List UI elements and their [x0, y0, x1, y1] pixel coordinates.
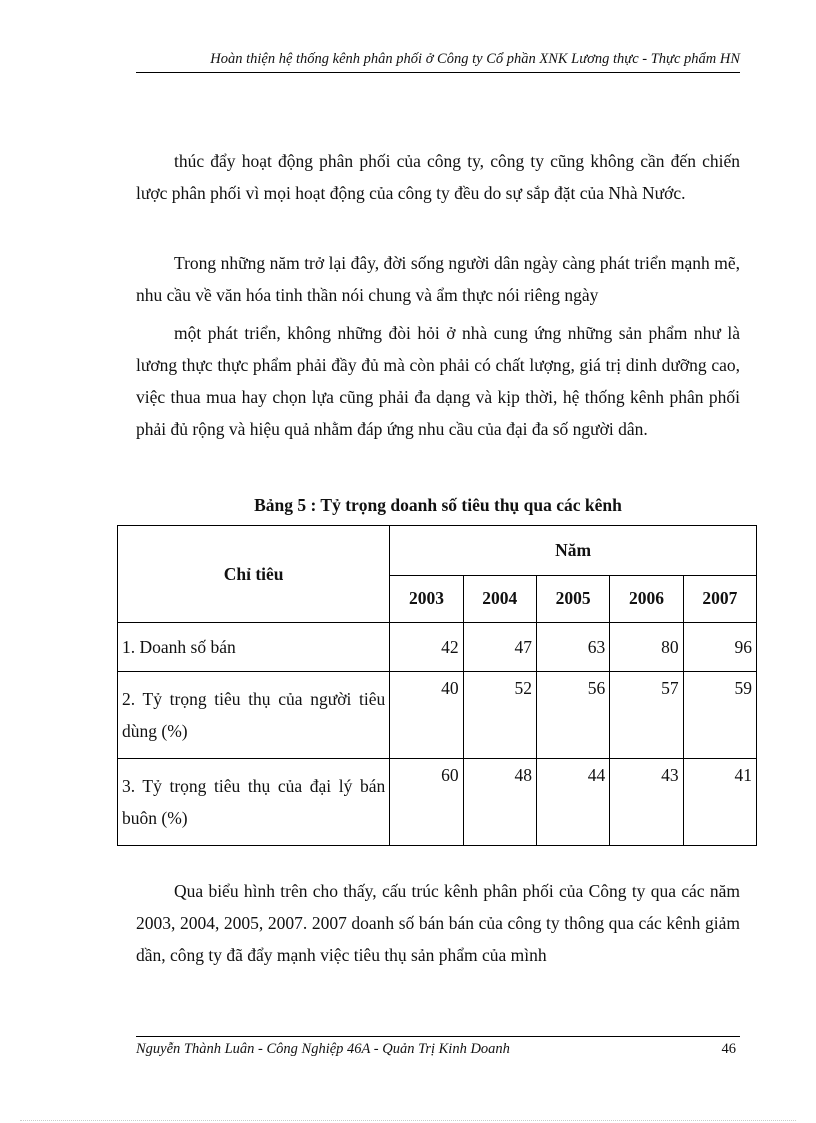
table-row: [118, 672, 757, 759]
table-cell: 47: [463, 623, 536, 672]
page-bottom-divider: [20, 1120, 796, 1121]
table-row: [118, 623, 757, 672]
table-cell: 52: [463, 672, 536, 759]
table-cell: 44: [536, 759, 609, 846]
table-cell: 59: [683, 672, 756, 759]
paragraph-1: thúc đẩy hoạt động phân phối của công ty, công ty cũng không cần đến chiến lược phân phối vì mọi hoạt động của công ty đều do sự sắp đặt của Nhà Nước.: [136, 151, 740, 203]
paragraph-2: Trong những năm trở lại đây, đời sống người dân ngày càng phát triển mạnh mẽ, nhu cầu về văn hóa tinh thần nói chung và ẩm thực nói riêng ngày: [136, 253, 740, 305]
table-cell: 96: [683, 623, 756, 672]
table-cell: 80: [610, 623, 683, 672]
sales-channel-table: [117, 525, 757, 846]
header-text: Hoàn thiện hệ thống kênh phân phối ở Công ty Cổ phần XNK Lương thực - Thực phẩm HN: [210, 51, 740, 67]
page-number: 46: [721, 1041, 736, 1057]
table-cell: 42: [390, 623, 463, 672]
table-cell: 41: [683, 759, 756, 846]
header-year: 2005: [536, 575, 609, 623]
header-year: 2003: [390, 575, 463, 623]
header-indicator: Chỉ tiêu: [118, 526, 390, 623]
header-year: 2006: [610, 575, 683, 623]
table-cell: 56: [536, 672, 609, 759]
table-cell: 40: [390, 672, 463, 759]
table-caption: Bảng 5 : Tỷ trọng doanh số tiêu thụ qua các kênh: [254, 495, 622, 515]
table-header-row: [118, 526, 757, 576]
table-cell: 43: [610, 759, 683, 846]
header-year: 2007: [683, 575, 756, 623]
paragraph-3: một phát triển, không những đòi hỏi ở nhà cung ứng những sản phẩm như là lương thực thực phẩm phải đầy đủ mà còn phải có chất lượng, giá trị dinh dưỡng cao, việc thua mua hay chọn lựa cũng phải đa dạng và kịp thời, hệ thống kênh phân phối phải đủ rộng và hiệu quả nhằm đáp ứng nhu cầu của đại đa số người dân.: [136, 323, 740, 439]
footer-author: Nguyễn Thành Luân - Công Nghiệp 46A - Quản Trị Kinh Doanh: [136, 1041, 510, 1057]
table-cell: 48: [463, 759, 536, 846]
header-year-group: Năm: [390, 526, 757, 576]
page-header: [136, 48, 740, 73]
table-cell: 57: [610, 672, 683, 759]
page-footer: [136, 1036, 740, 1058]
paragraph-4: Qua biểu hình trên cho thấy, cấu trúc kênh phân phối của Công ty qua các năm 2003, 2004, 2005, 2007. 2007 doanh số bán bán của công ty thông qua các kênh giảm dần, công ty đã đẩy mạnh việc tiêu thụ sản phẩm của mình: [136, 881, 740, 965]
row-label: 3. Tỷ trọng tiêu thụ của đại lý bán buôn (%): [118, 759, 390, 846]
table-cell: 60: [390, 759, 463, 846]
table-cell: 63: [536, 623, 609, 672]
row-label: 1. Doanh số bán: [118, 623, 390, 672]
row-label: 2. Tỷ trọng tiêu thụ của người tiêu dùng (%): [118, 672, 390, 759]
header-year: 2004: [463, 575, 536, 623]
table-row: [118, 759, 757, 846]
